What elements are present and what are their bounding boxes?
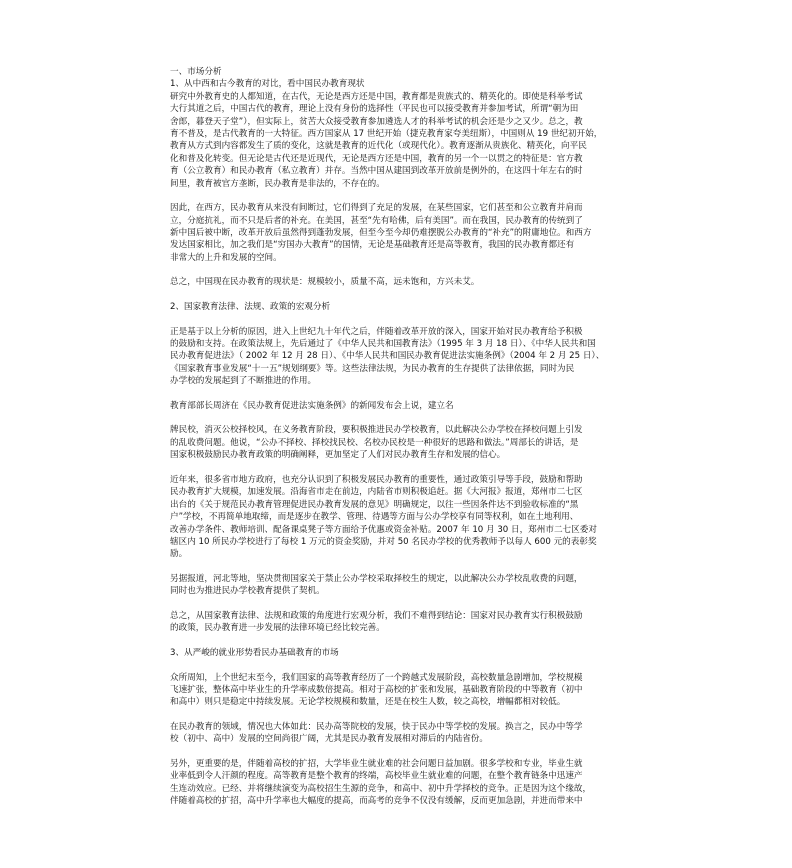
text-line: 民办教育促进法》（ 2002 年 12 月 28 日）、《中华人民共和国民办教育促进法实施条例》（2004 年 2 月 25 日）、 [170, 351, 605, 362]
text-line: 新中国后被中断，改革开放后虽然得到蓬勃发展，但至今至今却仍难摆脱公办教育的“补充”的附庸地位。和西方 [170, 228, 592, 239]
subsection-heading-3: 3、从严峻的就业形势看民办基础教育的市场 [170, 647, 339, 658]
paragraph-summary-status [170, 276, 660, 288]
text-line: 业率低到令人汗颜的程度。高等教育是整个教育的终端，高校毕业生就业难的问题，在整个教育链条中迅速产 [170, 771, 583, 782]
text-line: 总之，从国家教育法律、法规和政策的角度进行宏观分析，我们不难得到结论：国家对民办教育实行积极鼓励 [170, 610, 583, 621]
text-line: 生连动效应。已经、并将继续演变为高校招生生源的竞争，和高中、初中升学择校的竞争。正是因为这个缘故， [170, 783, 592, 794]
text-line: 育不普及，是古代教育的一大特征。西方国家从 17 世纪开始（捷克教育家夸美纽斯），中国则从 19 世纪初开始， [170, 129, 603, 140]
text-line: 正是基于以上分析的原因，进入上世纪九十年代之后，伴随着改革开放的深入，国家开始对民办教育给予积极 [170, 326, 583, 337]
text-line: 大行其道之后，中国古代的教育，理论上没有身份的选择性（平民也可以接受教育并参加考试，所谓“朝为田 [170, 104, 579, 115]
paragraph-local-governments [170, 474, 660, 561]
text-line: 发达国家相比，加之我们是“穷国办大教育”的国情，无论是基础教育还是高等教育，我国的民办教育都还有 [170, 240, 575, 251]
text-line: 出台的《关于规范民办教育管理促进民办教育发展的意见》明确规定，以往一些因条件达不到验收标准的“黑 [170, 499, 579, 510]
subsection-heading-1: 1、从中西和古今教育的对比，看中国民办教育现状 [170, 79, 365, 90]
text-line: 辖区内 10 所民办学校进行了每校 1 万元的资金奖励，并对 50 名民办学校的优秀教师予以每人 600 元的表彰奖 [170, 536, 597, 547]
text-line: 民办教育扩大规模，加速发展。沿海省市走在前边，内陆省市则积极追赶。据《大河报》报道，郑州市二七区 [170, 487, 583, 498]
text-line: 办学校的发展起到了不断推进的作用。 [170, 376, 317, 387]
text-line: 励。 [170, 549, 188, 560]
text-line: 的鼓励和支持。在政策法规上，先后通过了《中华人民共和国教育法》（1995 年 3 月 18 日）、《中华人民共和国 [170, 339, 596, 350]
text-line: 在民办教育的领域，情况也大体如此：民办高等院校的发展，快于民办中等学校的发展。换言之，民办中等学 [170, 721, 583, 732]
document-body [170, 66, 660, 808]
text-line: 舍郎，暮登天子堂”），但实际上，贫苦大众接受教育参加遴选人才的科举考试的机会还是少之又少。总之，教 [170, 116, 583, 127]
text-line: 伴随着高校的扩招，高中升学率也大幅度的提高，而高考的竞争不仅没有缓解，反而更加急剧，并进而带来中 [170, 796, 583, 807]
paragraph-employment-pressure [170, 758, 660, 808]
text-line: 的乱收费问题。他说，“公办不择校、择校找民校、名校办民校是一种很好的思路和做法。”周部长的讲话，是 [170, 437, 579, 448]
paragraph-school-choice [170, 424, 660, 461]
text-line: 和高中）则只是稳定中持续发展。无论学校规模和数量，还是在校生人数，较之高校，增幅都相对较低。 [170, 697, 566, 708]
text-line: 《国家教育事业发展“十一五”规划纲要》等。这些法律法规，为民办教育的生存提供了法律依据，同时为民 [170, 363, 575, 374]
text-line: 立，分庭抗礼，而不只是后者的补充。在美国，甚至“先有哈佛，后有美国”。而在我国，民办教育的传统到了 [170, 215, 583, 226]
text-line: 国家积极鼓励民办教育政策的明确阐释，更加坚定了人们对民办教育生存和发展的信心。 [170, 450, 506, 461]
text-line: 总之，中国现在民办教育的现状是：规模较小，质量不高，远未饱和，方兴未艾。 [170, 277, 480, 288]
paragraph-private-secondary [170, 721, 660, 746]
text-line: 近年来，很多省市地方政府，也充分认识到了积极发展民办教育的重要性，通过政策引导等手段，鼓励和帮助 [170, 474, 583, 485]
paragraph-west-private-education [170, 202, 660, 264]
subsection-heading-2: 2、国家教育法律、法规、政策的宏观分析 [170, 302, 331, 313]
text-line: 教育从方式到内容都发生了质的变化，这就是教育的近代化（或现代化）。教育逐渐从贵族化、精英化，向平民 [170, 141, 587, 152]
text-line: 飞速扩张，整体高中毕业生的升学率成数倍提高。相对于高校的扩张和发展，基础教育阶段的中等教育（初中 [170, 684, 583, 695]
text-line: 另据报道，河北等地，坚决贯彻国家关于禁止公办学校采取择校生的规定，以此解决公办学校乱收费的问题， [170, 573, 583, 584]
text-line: 校（初中、高中）发展的空间尚很广阔，尤其是民办教育发展相对滞后的内陆省份。 [170, 734, 488, 745]
text-line: 户”学校，不再简单地取缔，而是逐步在教学、管理、待遇等方面与公办学校享有同等权利，如在土地利用、 [170, 512, 579, 523]
paragraph-policy-conclusion [170, 610, 660, 635]
section-heading-market-analysis: 一、市场分析 [170, 67, 222, 77]
text-line: 研究中外教育史的人都知道，在古代，无论是西方还是中国，教育都是贵族式的、精英化的。即使是科举考试 [170, 91, 583, 102]
paragraph-minister-statement [170, 400, 660, 412]
paragraph-hebei-report [170, 573, 660, 598]
text-line: 教育部部长周济在《民办教育促进法实施条例》的新闻发布会上说，建立名 [170, 400, 454, 411]
paragraph-education-history [170, 91, 660, 190]
text-line: 间里，教育被官方垄断，民办教育是非法的，不存在的。 [170, 178, 385, 189]
text-line: 因此，在西方，民办教育从来没有间断过，它们得到了充足的发展，在某些国家，它们甚至和公立教育并肩而 [170, 203, 583, 214]
text-line: 育（公立教育）和民办教育（私立教育）并存。当然中国从建国到改革开放前是例外的，在这四十年左右的时 [170, 166, 583, 177]
text-line: 化和普及化转变。但无论是古代还是近现代，无论是西方还是中国，教育的另一个一以贯之的特征是：官方教 [170, 153, 583, 164]
text-line: 的政策，民办教育进一步发展的法律环境已经比较完善。 [170, 623, 385, 634]
paragraph-laws-policies [170, 326, 660, 388]
text-line: 另外，更重要的是，伴随着高校的扩招，大学毕业生就业难的社会问题日益加剧。很多学校和专业，毕业生就 [170, 758, 583, 769]
text-line: 众所周知，上个世纪末至今，我们国家的高等教育经历了一个跨越式发展阶段，高校数量急剧增加，学校规模 [170, 672, 583, 683]
text-line: 改善办学条件、教师培训、配备课桌凳子等方面给予优惠或资金补贴。2007 年 10 月 30 日，郑州市二七区委对 [170, 524, 597, 535]
paragraph-higher-education-expansion [170, 672, 660, 709]
text-line: 牌民校，消灭公校择校风，在义务教育阶段，要积极推进民办学校教育，以此解决公办学校在择校问题上引发 [170, 425, 583, 436]
text-line: 同时也为推进民办学校教育提供了契机。 [170, 586, 325, 597]
text-line: 非常大的上升和发展的空间。 [170, 252, 282, 263]
